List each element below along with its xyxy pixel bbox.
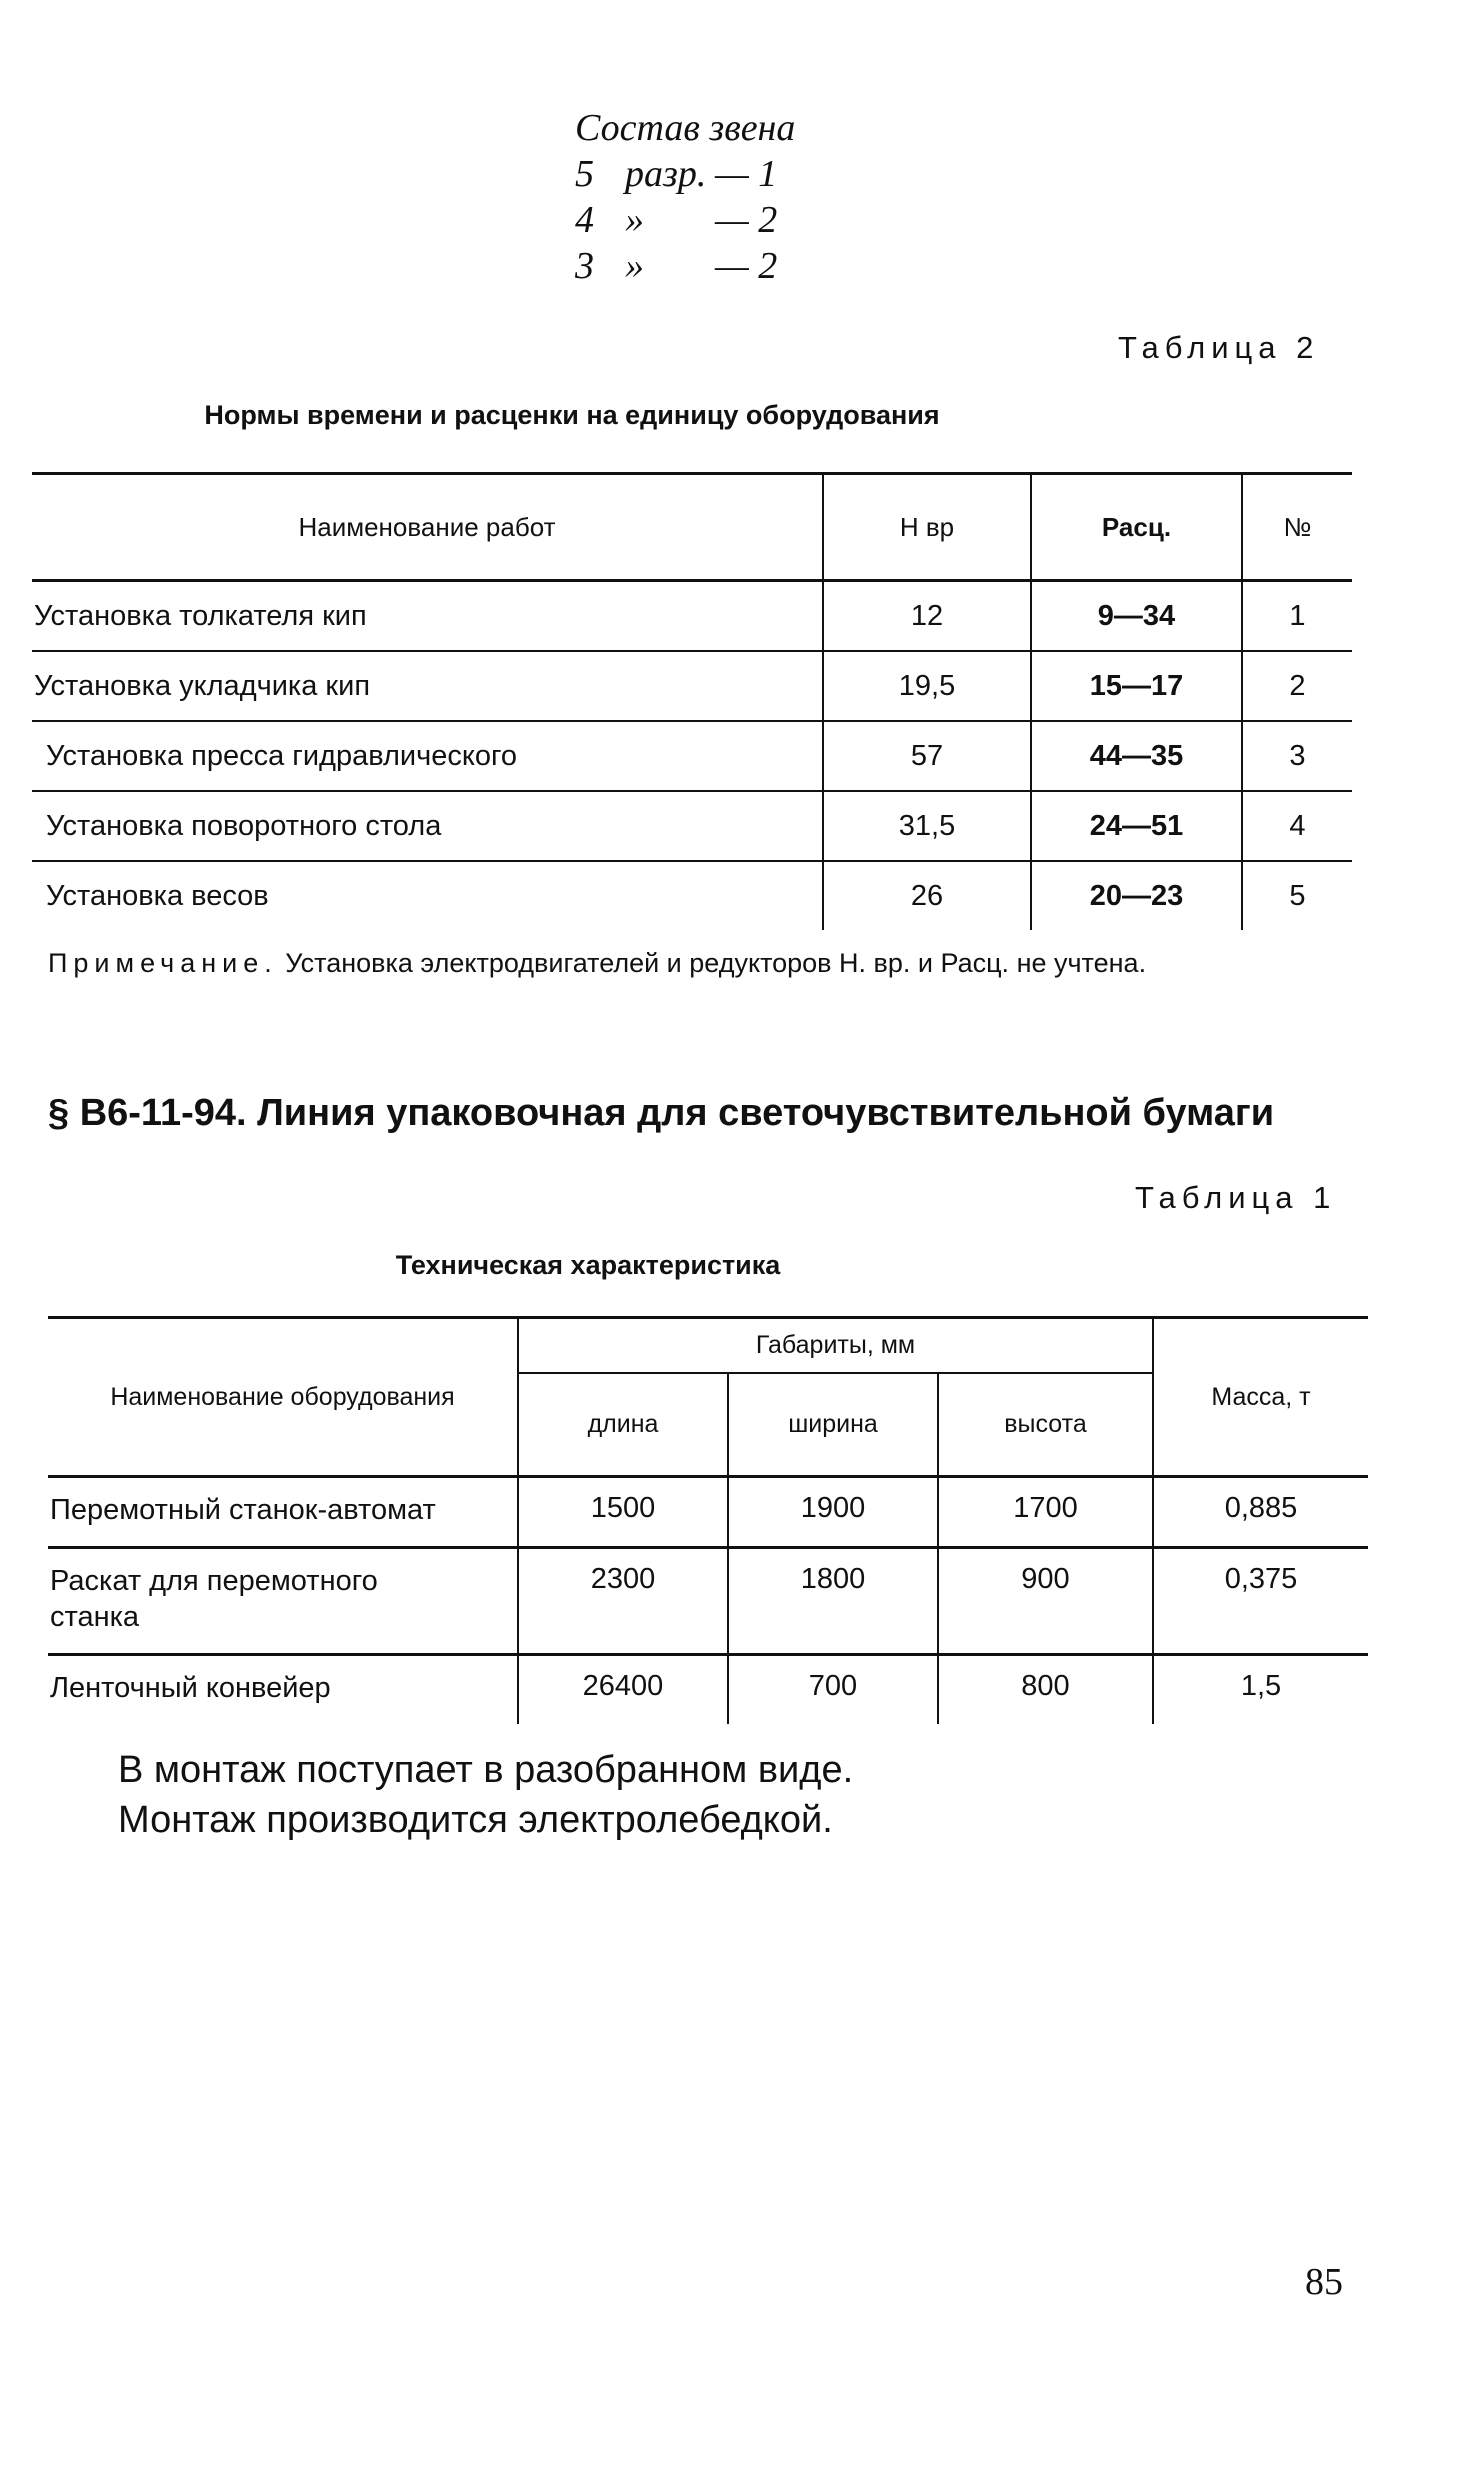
crew-count: — 2 — [715, 245, 778, 287]
table-row — [48, 1477, 1368, 1548]
cell-length: 26400 — [518, 1655, 728, 1725]
header-length: длина — [518, 1373, 728, 1477]
page-number: 85 — [1305, 2261, 1343, 2303]
cell-number: 4 — [1242, 791, 1352, 861]
cell-mass: 1,5 — [1153, 1655, 1368, 1725]
crew-grade: 3 — [575, 245, 594, 287]
table-row — [32, 651, 1352, 721]
table-row — [32, 721, 1352, 791]
cell-work-name: Установка весов — [46, 879, 269, 912]
cell-work-name: Установка поворотного стола — [32, 791, 823, 861]
crew-grade: 4 — [575, 199, 594, 241]
cell-rate: 44—35 — [1031, 721, 1242, 791]
note-text: Установка электродвигателей и редукторов Н. вр. и Расц. не учтена. — [277, 948, 1147, 978]
crew-row — [575, 197, 795, 243]
crew-count: — 1 — [715, 153, 778, 195]
table2-caption: Нормы времени и расценки на единицу оборудования — [204, 400, 940, 430]
cell-height: 900 — [938, 1548, 1153, 1655]
cell-time-norm: 31,5 — [823, 791, 1031, 861]
crew-count: — 2 — [715, 199, 778, 241]
header-dimensions: Габариты, мм — [518, 1318, 1153, 1373]
tech-spec-table — [48, 1316, 1368, 1724]
cell-work-name: Установка пресса гидравлического — [32, 721, 823, 791]
cell-equipment-name: Перемотный станок-автомат — [48, 1477, 518, 1548]
table1-caption: Техническая характеристика — [395, 1250, 781, 1280]
cell-length: 2300 — [518, 1548, 728, 1655]
cell-height: 1700 — [938, 1477, 1153, 1548]
header-mass: Масса, т — [1153, 1318, 1368, 1477]
cell-number: 3 — [1242, 721, 1352, 791]
header-work-name: Наименование работ — [32, 474, 823, 581]
table-row — [32, 791, 1352, 861]
header-number: № — [1242, 474, 1352, 581]
paragraph-line: Монтаж производится электролебедкой. — [118, 1799, 833, 1841]
cell-time-norm: 19,5 — [823, 651, 1031, 721]
cell-work-name: Установка толкателя кип — [32, 581, 823, 652]
header-rate: Расц. — [1031, 474, 1242, 581]
section-heading: § В6-11-94. Линия упаковочная для светочувствительной бумаги — [48, 1092, 1275, 1134]
table-row — [32, 581, 1352, 652]
crew-row — [575, 243, 795, 289]
header-height: высота — [938, 1373, 1153, 1477]
table-header-row — [32, 474, 1352, 581]
cell-time-norm: 26 — [823, 861, 1031, 930]
header-time-norm: Н вр — [823, 474, 1031, 581]
header-equipment-name: Наименование оборудования — [48, 1318, 518, 1477]
crew-unit: » — [625, 199, 644, 241]
cell-time-norm: 12 — [823, 581, 1031, 652]
assembly-paragraph — [118, 1745, 853, 1845]
table-row — [48, 1655, 1368, 1725]
crew-unit: » — [625, 245, 644, 287]
cell-equipment-name: Ленточный конвейер — [50, 1672, 331, 1704]
table2-note — [48, 945, 1368, 981]
table2-label: Таблица 2 — [1118, 330, 1320, 365]
cell-number: 5 — [1242, 861, 1352, 930]
cell-width: 1900 — [728, 1477, 938, 1548]
cell-mass: 0,885 — [1153, 1477, 1368, 1548]
table1-label: Таблица 1 — [1135, 1180, 1337, 1215]
cell-width: 700 — [728, 1655, 938, 1725]
table-row — [32, 861, 1352, 930]
cell-number: 1 — [1242, 581, 1352, 652]
crew-unit: разр. — [625, 153, 707, 195]
table-row — [48, 1548, 1368, 1655]
note-label: Примечание. — [48, 948, 278, 978]
crew-title: Состав звена — [575, 107, 796, 149]
table-header-row — [48, 1318, 1368, 1373]
crew-row — [575, 151, 795, 197]
cell-rate: 24—51 — [1031, 791, 1242, 861]
cell-length: 1500 — [518, 1477, 728, 1548]
cell-rate: 15—17 — [1031, 651, 1242, 721]
cell-rate: 9—34 — [1031, 581, 1242, 652]
paragraph-line: В монтаж поступает в разобранном виде. — [118, 1749, 854, 1791]
cell-rate: 20—23 — [1031, 861, 1242, 930]
cell-number: 2 — [1242, 651, 1352, 721]
header-width: ширина — [728, 1373, 938, 1477]
cell-equipment-name: Раскат для перемотного станка — [48, 1548, 518, 1655]
cell-time-norm: 57 — [823, 721, 1031, 791]
crew-composition — [575, 105, 795, 289]
cell-height: 800 — [938, 1655, 1153, 1725]
cell-mass: 0,375 — [1153, 1548, 1368, 1655]
crew-grade: 5 — [575, 153, 594, 195]
cell-width: 1800 — [728, 1548, 938, 1655]
norms-table — [32, 472, 1352, 930]
cell-work-name: Установка укладчика кип — [32, 651, 823, 721]
